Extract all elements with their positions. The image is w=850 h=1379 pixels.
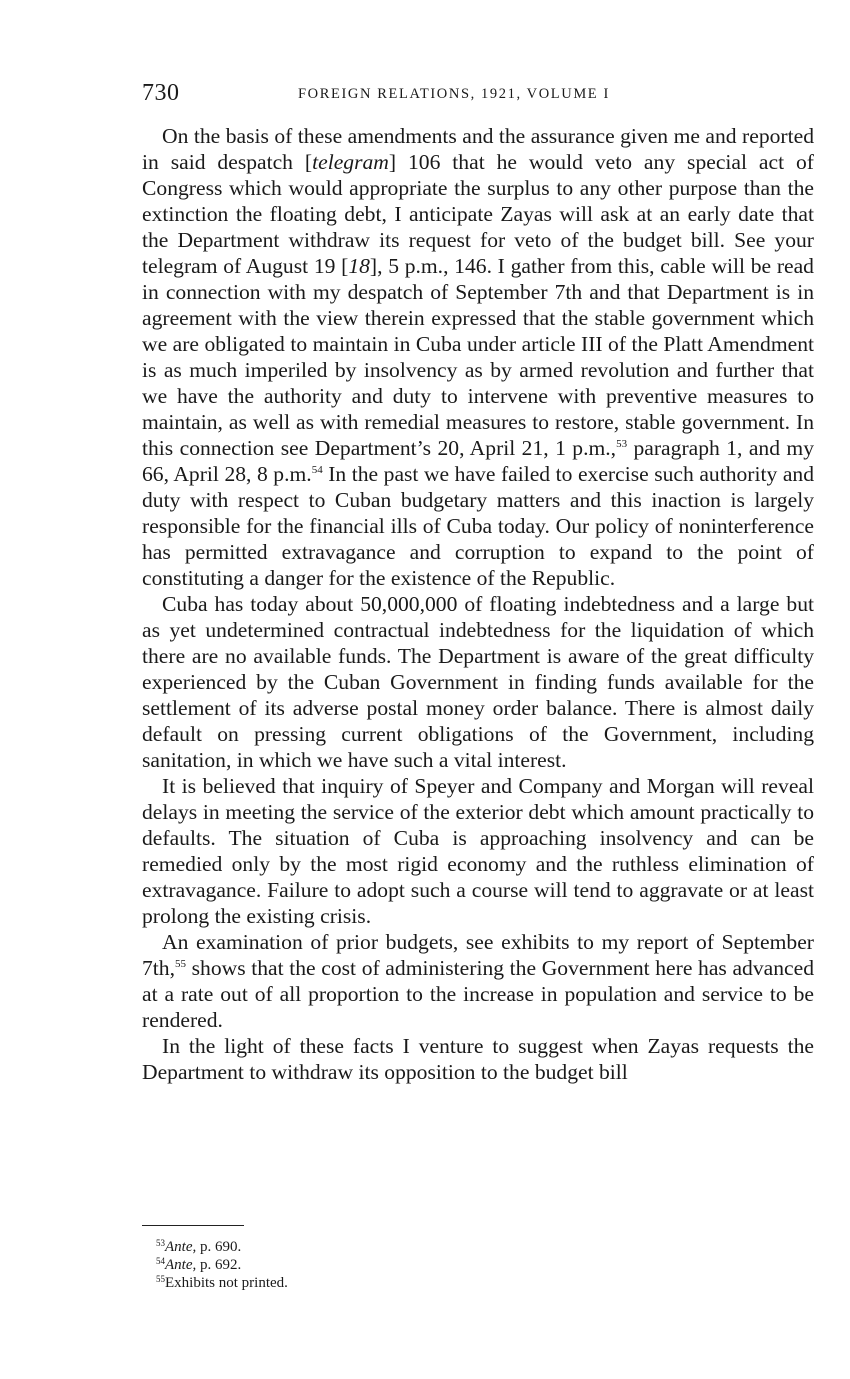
footnote-text: p. 692.: [196, 1257, 242, 1273]
running-head: [142, 78, 814, 108]
footnote-reference-55: 55: [175, 958, 186, 970]
italic-text: 18: [348, 254, 370, 278]
paragraph-4: [142, 929, 814, 1033]
footnote-mark: 53: [156, 1238, 165, 1248]
footnote-mark: 54: [156, 1256, 165, 1266]
paragraph-text: An examination of prior budgets, see exhibits to my report of September 7th,: [142, 930, 814, 980]
running-title: FOREIGN RELATIONS, 1921, VOLUME I: [298, 86, 610, 102]
footnote-reference-54: 54: [311, 464, 323, 476]
footnote-53: [156, 1238, 556, 1256]
footnotes: [156, 1238, 556, 1292]
footnote-54: [156, 1256, 556, 1274]
footnote-mark: 55: [156, 1274, 165, 1284]
footnote-reference-53: 53: [616, 438, 628, 450]
paragraph-2: Cuba has today about 50,000,000 of floating indebtedness and a large but as yet undetermined contractual indebtedness for the liquidation of which there are no available funds. The Department is aware of the great difficulty experienced by the Cuban Government in finding funds available for the settlement of its adverse postal money order balance. There is almost daily default on pressing current obligations of the Government, including sanitation, in which we have such a vital interest.: [142, 592, 814, 772]
paragraph-text: paragraph 1, and my 66, April 28, 8 p.m.: [142, 436, 815, 486]
paragraph-3: It is believed that inquiry of Speyer and Company and Morgan will reveal delays in meeting the service of the exterior debt which amount practically to defaults. The situation of Cuba is approaching insolvency and can be remedied only by the most rigid economy and the ruthless elimination of extravagance. Failure to adopt such a course will tend to aggravate or at least prolong the existing crisis.: [142, 774, 814, 928]
footnote-divider: [142, 1225, 244, 1226]
footnote-italic: Ante,: [165, 1257, 197, 1273]
footnote-55: [156, 1274, 556, 1292]
paragraph-text: On the basis of these amendments and the assurance given me and reported in said despatch [: [142, 124, 814, 174]
italic-text: telegram: [312, 150, 389, 174]
footnote-italic: Ante,: [165, 1239, 197, 1255]
footnote-text: p. 690.: [196, 1239, 242, 1255]
paragraph-5: In the light of these facts I venture to suggest when Zayas requests the Department to withdraw its opposition to the budget bill: [142, 1034, 814, 1084]
paragraph-text: ] 106 that he would veto any special act of Congress which would appropriate the surplus to any other purpose than the extinction the floating debt, I anticipate Zayas will ask at an early date that the Department withdraw its request for veto of the budget bill. See your telegram of August 19 [: [142, 150, 814, 278]
footnote-text: Exhibits not printed.: [165, 1275, 288, 1291]
paragraph-1: [142, 123, 814, 591]
body-text: [142, 123, 814, 1085]
paragraph-text: shows that the cost of administering the Government here has advanced at a rate out of all proportion to the increase in population and service to be rendered.: [142, 956, 814, 1032]
page-number: 730: [142, 80, 180, 106]
paragraph-text: ], 5 p.m., 146. I gather from this, cable will be read in connection with my despatch of September 7th and that Department is in agreement with the view therein expressed that the stable government which we are obligated to maintain in Cuba under article III of the Platt Amendment is as much imperiled by insolvency as by armed revolution and further that we have the authority and duty to intervene with preventive measures to maintain, as well as with remedial measures to restore, stable government. In this connection see Department’s 20, April 21, 1 p.m.,: [142, 254, 814, 460]
paragraph-text: In the past we have failed to exercise such authority and duty with respect to Cuban budgetary matters and this inaction is largely responsible for the financial ills of Cuba today. Our policy of noninterference has permitted extravagance and corruption to expand to the point of constituting a danger for the existence of the Republic.: [142, 462, 814, 590]
